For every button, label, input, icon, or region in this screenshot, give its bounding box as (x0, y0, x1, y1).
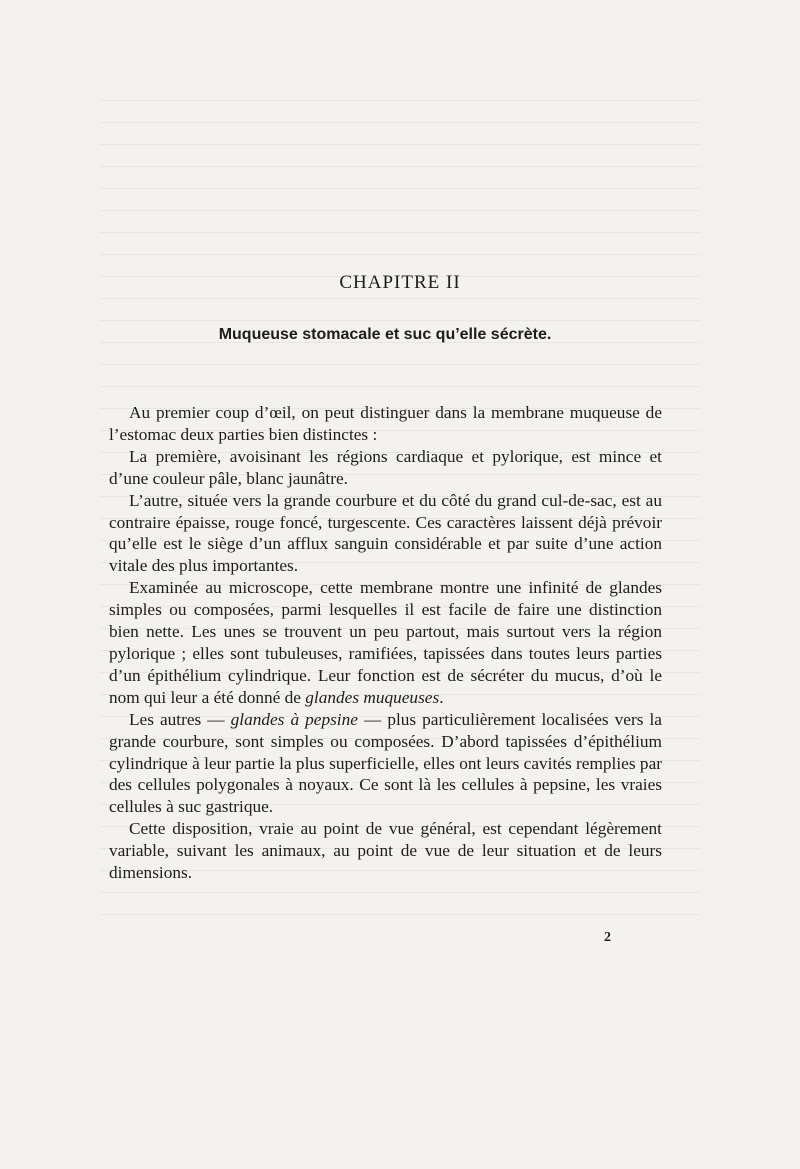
paragraph-5-start: Les autres — (129, 709, 231, 729)
body-text (109, 402, 662, 884)
paragraph-5 (109, 709, 662, 819)
paragraph-3: L’autre, située vers la grande courbure et du côté du grand cul-de-sac, est au contraire épaisse, rouge foncé, turgescente. Ces caractères laissent déjà prévoir qu’elle est le siège d’un afflux sanguin considérable et par suite d’une action vitale des plus importantes. (109, 490, 662, 576)
paragraph-1: Au premier coup d’œil, on peut distinguer dans la membrane muqueuse de l’estomac deux parties bien distinctes : (109, 403, 662, 444)
section-title: Muqueuse stomacale et suc qu’elle sécrète. (218, 326, 552, 343)
paragraph-4-text: Examinée au microscope, cette membrane montre une infinité de glandes simples ou composées, parmi lesquelles il est facile de faire une distinction bien nette. Les unes se trouvent un peu partout, mais surtout vers la région pylorique ; elles sont tubuleuses, ramifiées, tapissées dans toutes leurs parties d’un épithélium cylindrique. Leur fonction est de sécréter du mucus, d’où le nom qui leur a été donné de (109, 578, 662, 707)
paragraph-6: Cette disposition, vraie au point de vue général, est cependant légèrement variable, suivant les animaux, au point de vue de leur situation et de leurs dimensions. (109, 819, 662, 883)
paragraph-4 (109, 577, 662, 708)
page-number: 2 (604, 930, 611, 945)
paragraph-2: La première, avoisinant les régions cardiaque et pylorique, est mince et d’une couleur pâle, blanc jaunâtre. (109, 446, 662, 488)
term-glandes-a-pepsine: glandes à pepsine (230, 709, 358, 729)
term-glandes-muqueuses: glandes muqueuses (305, 687, 440, 707)
paragraph-5-text: — plus particulièrement localisées vers la grande courbure, sont simples ou composées. D’abord tapissées d’épithélium cylindrique à leur partie la plus superficielle, elles ont leurs cavités remplies par des cellules polygonales à noyaux. Ce sont là les cellules à pepsine, les vraies cellules à suc gastrique. (109, 709, 662, 817)
chapter-title: CHAPITRE II (339, 272, 461, 293)
paragraph-4-end: . (439, 687, 444, 707)
